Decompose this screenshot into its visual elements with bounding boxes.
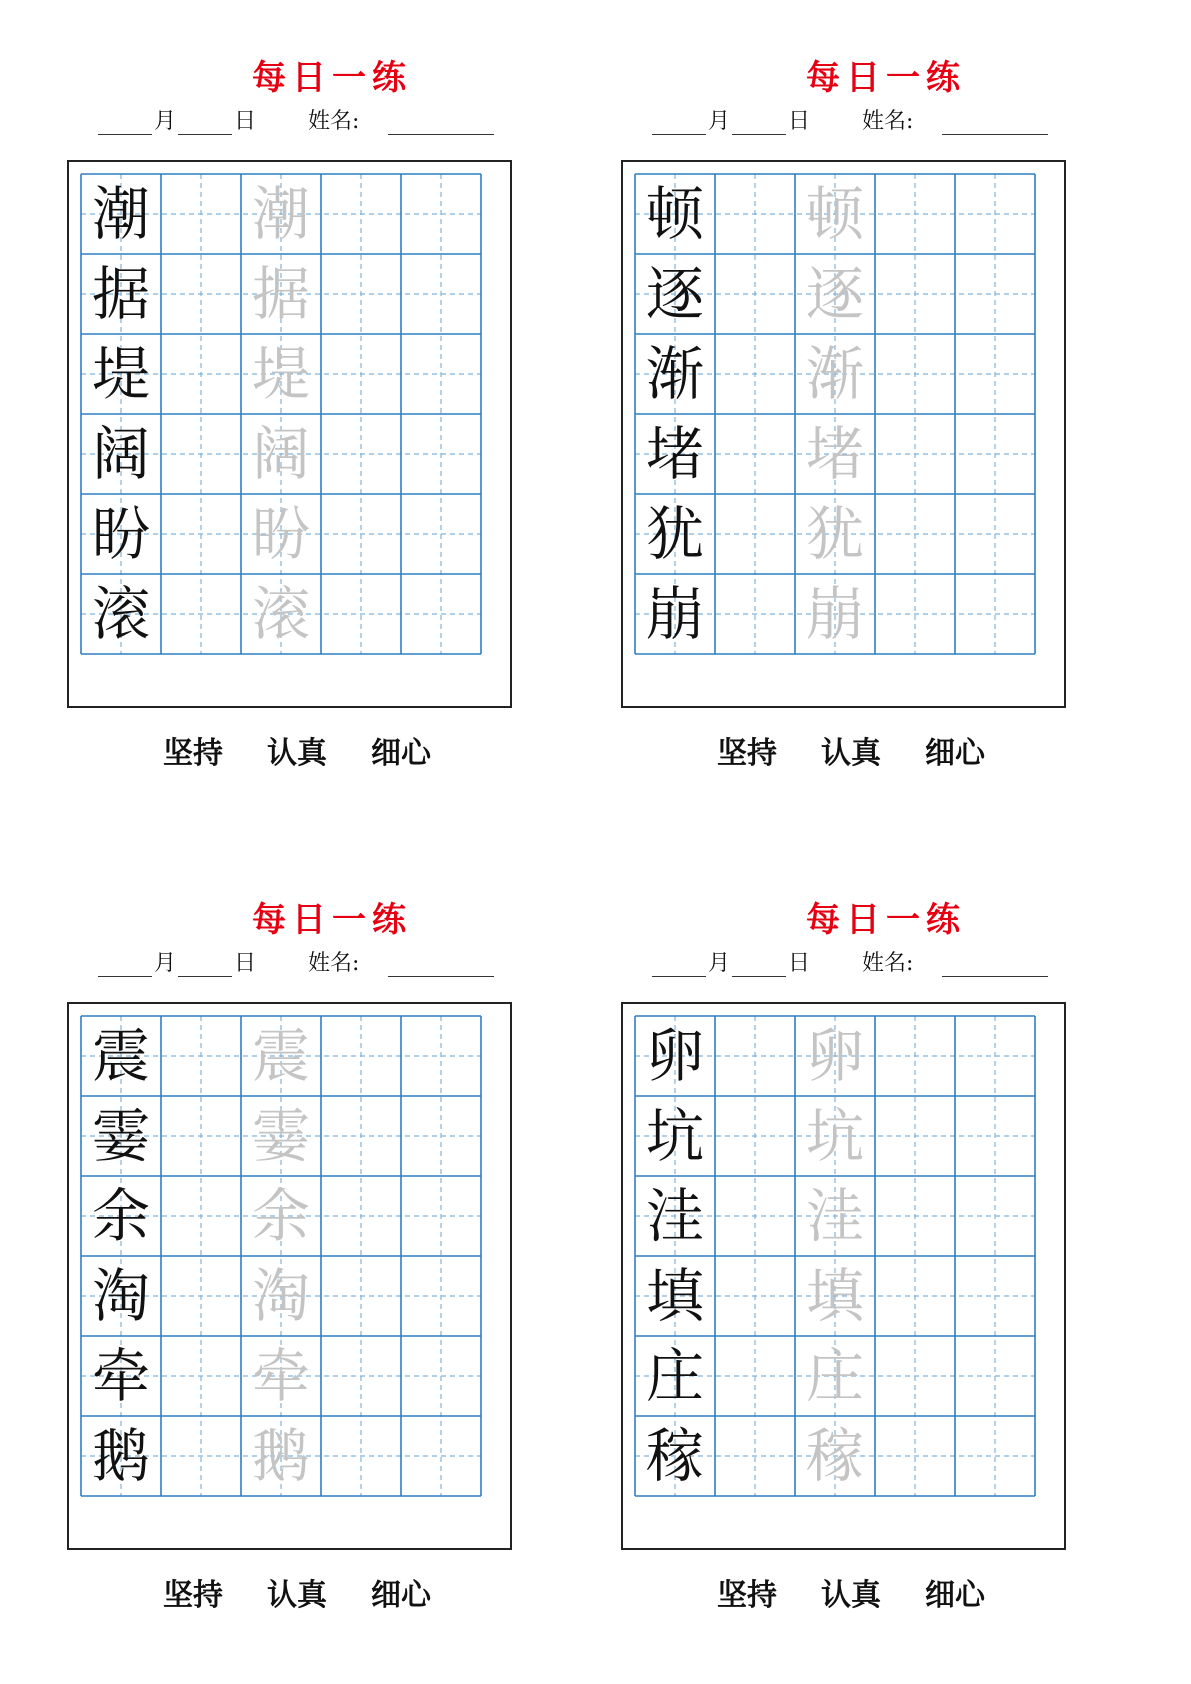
practice-card <box>616 842 1156 1613</box>
trace-character: 霎 <box>251 1102 311 1170</box>
month-label: 月 <box>154 951 177 976</box>
practice-card <box>616 0 1156 771</box>
month-blank[interactable] <box>652 976 706 977</box>
model-character: 堵 <box>645 420 705 488</box>
writing-grid[interactable] <box>80 173 482 655</box>
day-blank[interactable] <box>732 134 786 135</box>
trace-character: 牵 <box>251 1342 311 1410</box>
motto <box>616 1570 1086 1614</box>
trace-character: 据 <box>251 260 311 328</box>
day-label: 日 <box>788 951 811 976</box>
trace-character: 庄 <box>805 1342 865 1410</box>
writing-grid-frame <box>67 1002 512 1550</box>
model-character: 稼 <box>645 1422 705 1490</box>
motto-2: 认真 <box>821 1578 881 1613</box>
writing-grid-frame <box>67 160 512 708</box>
trace-character: 稼 <box>805 1422 865 1490</box>
model-character: 庄 <box>645 1342 705 1410</box>
day-blank[interactable] <box>178 976 232 977</box>
motto-2: 认真 <box>821 736 881 771</box>
model-character: 填 <box>645 1262 705 1330</box>
name-label: 姓名: <box>862 109 914 134</box>
practice-card <box>62 0 602 771</box>
trace-character: 填 <box>805 1262 865 1330</box>
motto-3: 细心 <box>925 736 985 771</box>
motto <box>616 728 1086 772</box>
motto <box>62 728 532 772</box>
model-character: 霎 <box>91 1102 151 1170</box>
name-blank[interactable] <box>388 976 494 977</box>
name-label: 姓名: <box>308 951 360 976</box>
month-blank[interactable] <box>98 976 152 977</box>
trace-character: 鹅 <box>251 1422 311 1490</box>
writing-grid[interactable] <box>634 173 1036 655</box>
name-blank[interactable] <box>942 976 1048 977</box>
motto-3: 细心 <box>371 736 431 771</box>
date-name-line <box>652 950 1082 980</box>
motto-1: 坚持 <box>163 736 223 771</box>
day-blank[interactable] <box>732 976 786 977</box>
trace-character: 洼 <box>805 1182 865 1250</box>
month-blank[interactable] <box>98 134 152 135</box>
day-label: 日 <box>788 109 811 134</box>
month-label: 月 <box>708 951 731 976</box>
motto-2: 认真 <box>267 1578 327 1613</box>
motto <box>62 1570 532 1614</box>
trace-character: 犹 <box>805 500 865 568</box>
motto-1: 坚持 <box>163 1578 223 1613</box>
trace-character: 坑 <box>805 1102 865 1170</box>
day-label: 日 <box>234 951 257 976</box>
month-blank[interactable] <box>652 134 706 135</box>
model-character: 据 <box>91 260 151 328</box>
date-name-line <box>652 108 1082 138</box>
name-blank[interactable] <box>942 134 1048 135</box>
model-character: 堤 <box>91 340 151 408</box>
model-character: 淘 <box>91 1262 151 1330</box>
trace-character: 顿 <box>805 180 865 248</box>
trace-character: 震 <box>251 1022 311 1090</box>
model-character: 卵 <box>645 1022 705 1090</box>
trace-character: 淘 <box>251 1262 311 1330</box>
name-label: 姓名: <box>862 951 914 976</box>
motto-2: 认真 <box>267 736 327 771</box>
model-character: 顿 <box>645 180 705 248</box>
model-character: 鹅 <box>91 1422 151 1490</box>
day-blank[interactable] <box>178 134 232 135</box>
card-title: 每日一练 <box>806 900 966 940</box>
trace-character: 阔 <box>251 420 311 488</box>
writing-grid-frame <box>621 1002 1066 1550</box>
month-label: 月 <box>708 109 731 134</box>
trace-character: 盼 <box>251 500 311 568</box>
model-character: 逐 <box>645 260 705 328</box>
model-character: 牵 <box>91 1342 151 1410</box>
card-title: 每日一练 <box>806 58 966 98</box>
date-name-line <box>98 108 528 138</box>
model-character: 洼 <box>645 1182 705 1250</box>
name-label: 姓名: <box>308 109 360 134</box>
trace-character: 逐 <box>805 260 865 328</box>
motto-3: 细心 <box>925 1578 985 1613</box>
model-character: 盼 <box>91 500 151 568</box>
model-character: 余 <box>91 1182 151 1250</box>
model-character: 犹 <box>645 500 705 568</box>
card-title: 每日一练 <box>252 58 412 98</box>
model-character: 阔 <box>91 420 151 488</box>
trace-character: 堵 <box>805 420 865 488</box>
trace-character: 崩 <box>805 580 865 648</box>
trace-character: 滚 <box>251 580 311 648</box>
writing-grid-frame <box>621 160 1066 708</box>
month-label: 月 <box>154 109 177 134</box>
trace-character: 余 <box>251 1182 311 1250</box>
motto-1: 坚持 <box>717 736 777 771</box>
motto-1: 坚持 <box>717 1578 777 1613</box>
trace-character: 潮 <box>251 180 311 248</box>
model-character: 潮 <box>91 180 151 248</box>
model-character: 崩 <box>645 580 705 648</box>
writing-grid[interactable] <box>634 1015 1036 1497</box>
name-blank[interactable] <box>388 134 494 135</box>
date-name-line <box>98 950 528 980</box>
model-character: 渐 <box>645 340 705 408</box>
practice-card <box>62 842 602 1613</box>
model-character: 震 <box>91 1022 151 1090</box>
trace-character: 堤 <box>251 340 311 408</box>
model-character: 坑 <box>645 1102 705 1170</box>
trace-character: 渐 <box>805 340 865 408</box>
motto-3: 细心 <box>371 1578 431 1613</box>
card-title: 每日一练 <box>252 900 412 940</box>
day-label: 日 <box>234 109 257 134</box>
writing-grid[interactable] <box>80 1015 482 1497</box>
model-character: 滚 <box>91 580 151 648</box>
trace-character: 卵 <box>805 1022 865 1090</box>
